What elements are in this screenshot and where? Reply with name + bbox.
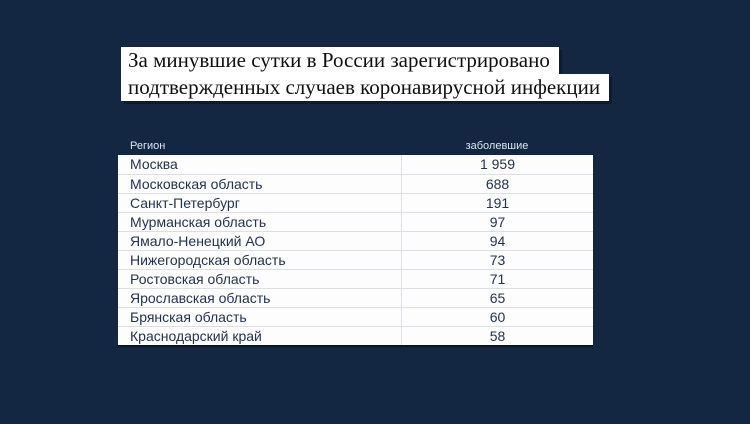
table-row bbox=[118, 231, 593, 250]
table-row bbox=[118, 155, 593, 174]
region-cell: Ямало-Ненецкий АО bbox=[130, 233, 266, 249]
headline-line-1: За минувшие сутки в России зарегистрировано bbox=[121, 47, 559, 74]
table-row bbox=[118, 174, 593, 193]
headline-line-2: подтвержденных случаев коронавирусной инфекции bbox=[121, 74, 609, 101]
cases-cell: 71 bbox=[401, 270, 593, 288]
table-row bbox=[118, 269, 593, 288]
region-cell: Московская область bbox=[130, 176, 263, 192]
region-cell: Ростовская область bbox=[130, 271, 260, 287]
region-cell: Ярославская область bbox=[130, 290, 271, 306]
cases-cell: 191 bbox=[401, 194, 593, 212]
cases-cell: 688 bbox=[401, 175, 593, 193]
table-row bbox=[118, 212, 593, 231]
cases-table bbox=[118, 139, 593, 345]
table-header-row bbox=[118, 139, 593, 154]
table-row bbox=[118, 193, 593, 212]
table-row bbox=[118, 288, 593, 307]
region-cell: Москва bbox=[130, 156, 178, 172]
region-cell: Мурманская область bbox=[130, 214, 267, 230]
region-cell: Нижегородская область bbox=[130, 252, 286, 268]
cases-cell: 73 bbox=[401, 251, 593, 269]
cases-cell: 65 bbox=[401, 289, 593, 307]
column-header-cases: заболевшие bbox=[465, 140, 529, 152]
table-row bbox=[118, 250, 593, 269]
table-row bbox=[118, 326, 593, 345]
cases-cell: 1 959 bbox=[401, 155, 593, 174]
column-header-region: Регион bbox=[130, 140, 166, 152]
cases-cell: 58 bbox=[401, 327, 593, 345]
region-cell: Краснодарский край bbox=[130, 328, 262, 344]
headline bbox=[121, 47, 609, 101]
table-row bbox=[118, 307, 593, 326]
region-cell: Санкт-Петербург bbox=[130, 195, 240, 211]
cases-cell: 60 bbox=[401, 308, 593, 326]
cases-cell: 94 bbox=[401, 232, 593, 250]
region-cell: Брянская область bbox=[130, 309, 247, 325]
table-body bbox=[118, 155, 593, 345]
cases-cell: 97 bbox=[401, 213, 593, 231]
